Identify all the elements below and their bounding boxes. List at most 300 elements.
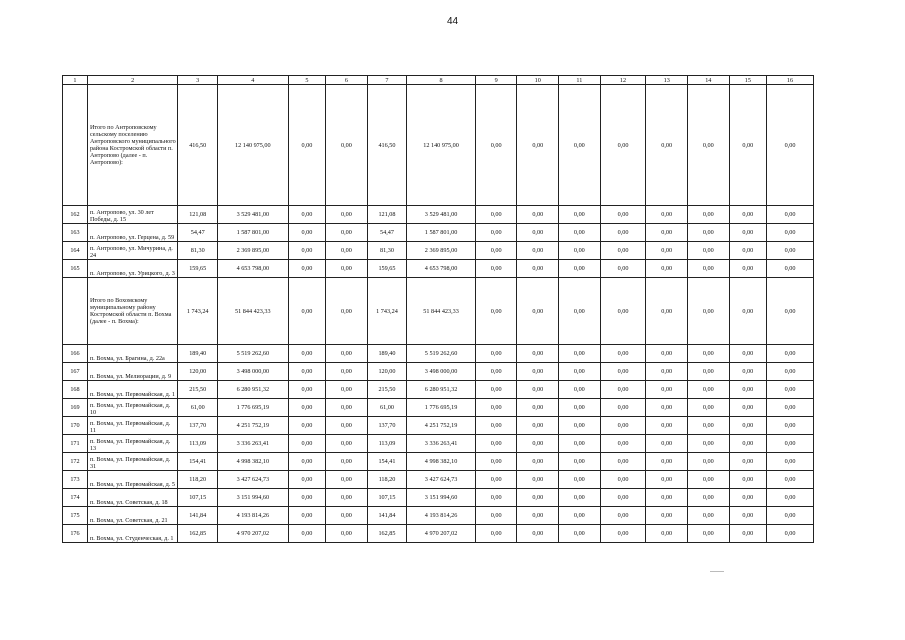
value-cell: 0,00 xyxy=(767,85,814,206)
value-cell: 4 998 382,10 xyxy=(407,453,476,471)
table-row xyxy=(63,507,814,525)
value-cell: 0,00 xyxy=(729,399,766,417)
value-cell: 0,00 xyxy=(288,206,325,224)
value-cell: 0,00 xyxy=(767,206,814,224)
address-cell: п. Антропово, ул. Герцена, д. 59 xyxy=(87,224,177,242)
column-number: 10 xyxy=(517,76,559,85)
value-cell: 0,00 xyxy=(729,489,766,507)
value-cell: 3 336 263,41 xyxy=(407,435,476,453)
address-cell: п. Антропово, ул. 30 лет Победы, д. 15 xyxy=(87,206,177,224)
value-cell: 0,00 xyxy=(326,242,368,260)
table-row xyxy=(63,417,814,435)
value-cell: 0,00 xyxy=(559,85,601,206)
value-cell: 3 529 481,00 xyxy=(407,206,476,224)
value-cell: 0,00 xyxy=(326,435,368,453)
address-cell: п. Антропово, ул. Урицкого, д. 3 xyxy=(87,260,177,278)
value-cell: 0,00 xyxy=(475,471,517,489)
value-cell: 0,00 xyxy=(475,381,517,399)
value-cell: 0,00 xyxy=(475,242,517,260)
register-table xyxy=(62,75,814,543)
value-cell: 0,00 xyxy=(646,206,688,224)
value-cell: 4 653 798,00 xyxy=(217,260,288,278)
value-cell: 0,00 xyxy=(517,525,559,543)
address-cell: п. Вохма, ул. Брагина, д. 22а xyxy=(87,345,177,363)
value-cell: 0,00 xyxy=(517,242,559,260)
value-cell: 0,00 xyxy=(729,381,766,399)
value-cell: 0,00 xyxy=(288,363,325,381)
value-cell: 0,00 xyxy=(326,85,368,206)
value-cell: 0,00 xyxy=(559,224,601,242)
row-number-cell: 162 xyxy=(63,206,88,224)
value-cell: 0,00 xyxy=(646,399,688,417)
table-row xyxy=(63,525,814,543)
table-row xyxy=(63,453,814,471)
value-cell: 0,00 xyxy=(646,507,688,525)
column-number: 1 xyxy=(63,76,88,85)
value-cell: 0,00 xyxy=(729,260,766,278)
value-cell: 0,00 xyxy=(646,453,688,471)
row-number-cell: 173 xyxy=(63,471,88,489)
table-row xyxy=(63,345,814,363)
value-cell: 0,00 xyxy=(559,363,601,381)
value-cell: 0,00 xyxy=(688,278,730,345)
value-cell: 0,00 xyxy=(688,363,730,381)
value-cell: 0,00 xyxy=(646,278,688,345)
value-cell: 0,00 xyxy=(688,507,730,525)
value-cell: 0,00 xyxy=(559,435,601,453)
value-cell: 0,00 xyxy=(517,345,559,363)
value-cell: 0,00 xyxy=(288,85,325,206)
column-number: 5 xyxy=(288,76,325,85)
value-cell: 0,00 xyxy=(288,471,325,489)
value-cell: 0,00 xyxy=(288,278,325,345)
value-cell: 0,00 xyxy=(326,206,368,224)
address-cell: п. Вохма, ул. Первомайская, д. 1 xyxy=(87,381,177,399)
value-cell: 137,70 xyxy=(367,417,407,435)
value-cell: 159,65 xyxy=(178,260,218,278)
value-cell: 0,00 xyxy=(600,381,646,399)
value-cell: 51 844 423,33 xyxy=(217,278,288,345)
value-cell: 0,00 xyxy=(559,381,601,399)
value-cell: 0,00 xyxy=(600,242,646,260)
value-cell: 0,00 xyxy=(517,417,559,435)
value-cell: 0,00 xyxy=(475,363,517,381)
value-cell: 416,50 xyxy=(178,85,218,206)
value-cell: 0,00 xyxy=(729,363,766,381)
summary-row xyxy=(63,278,814,345)
value-cell: 0,00 xyxy=(767,507,814,525)
value-cell: 0,00 xyxy=(559,278,601,345)
value-cell: 141,84 xyxy=(178,507,218,525)
value-cell: 0,00 xyxy=(767,278,814,345)
value-cell: 162,85 xyxy=(178,525,218,543)
table-row xyxy=(63,363,814,381)
column-number: 12 xyxy=(600,76,646,85)
column-number: 8 xyxy=(407,76,476,85)
row-number-cell: 168 xyxy=(63,381,88,399)
value-cell: 0,00 xyxy=(559,242,601,260)
value-cell: 0,00 xyxy=(767,489,814,507)
value-cell: 0,00 xyxy=(646,85,688,206)
value-cell: 54,47 xyxy=(178,224,218,242)
row-number-cell: 163 xyxy=(63,224,88,242)
row-number-cell: 164 xyxy=(63,242,88,260)
value-cell: 5 519 262,60 xyxy=(407,345,476,363)
value-cell: 141,84 xyxy=(367,507,407,525)
value-cell: 137,70 xyxy=(178,417,218,435)
value-cell: 4 193 814,26 xyxy=(407,507,476,525)
address-cell: п. Антропово, ул. Мичурина, д. 24 xyxy=(87,242,177,260)
column-number: 16 xyxy=(767,76,814,85)
value-cell: 0,00 xyxy=(729,345,766,363)
value-cell: 0,00 xyxy=(559,260,601,278)
address-cell: п. Вохма, ул. Первомайская, д. 11 xyxy=(87,417,177,435)
value-cell: 0,00 xyxy=(688,242,730,260)
column-number: 14 xyxy=(688,76,730,85)
value-cell: 215,50 xyxy=(367,381,407,399)
value-cell: 0,00 xyxy=(729,435,766,453)
value-cell: 0,00 xyxy=(288,224,325,242)
summary-name: Итого по Вохомскому муниципальному району Костромской области п. Вохма (далее - п. Вохма): xyxy=(87,278,177,345)
value-cell: 0,00 xyxy=(288,260,325,278)
value-cell: 118,20 xyxy=(178,471,218,489)
value-cell: 0,00 xyxy=(646,417,688,435)
value-cell: 0,00 xyxy=(767,435,814,453)
value-cell: 0,00 xyxy=(475,435,517,453)
value-cell: 0,00 xyxy=(600,435,646,453)
value-cell: 0,00 xyxy=(646,242,688,260)
address-cell: п. Вохма, ул. Первомайская, д. 13 xyxy=(87,435,177,453)
row-number-cell: 175 xyxy=(63,507,88,525)
value-cell: 107,15 xyxy=(178,489,218,507)
row-number-cell: 176 xyxy=(63,525,88,543)
value-cell: 189,40 xyxy=(178,345,218,363)
value-cell: 4 998 382,10 xyxy=(217,453,288,471)
row-number-cell: 165 xyxy=(63,260,88,278)
value-cell: 54,47 xyxy=(367,224,407,242)
value-cell: 0,00 xyxy=(646,525,688,543)
row-number-cell: 169 xyxy=(63,399,88,417)
column-number: 9 xyxy=(475,76,517,85)
scan-mark xyxy=(710,571,724,572)
table-row xyxy=(63,381,814,399)
value-cell: 107,15 xyxy=(367,489,407,507)
value-cell: 0,00 xyxy=(600,399,646,417)
value-cell: 0,00 xyxy=(288,525,325,543)
value-cell: 4 193 814,26 xyxy=(217,507,288,525)
value-cell: 0,00 xyxy=(688,206,730,224)
value-cell: 6 280 951,32 xyxy=(407,381,476,399)
value-cell: 0,00 xyxy=(688,417,730,435)
value-cell: 1 587 801,00 xyxy=(217,224,288,242)
value-cell: 0,00 xyxy=(326,417,368,435)
value-cell: 0,00 xyxy=(646,489,688,507)
value-cell: 4 653 798,00 xyxy=(407,260,476,278)
column-number: 11 xyxy=(559,76,601,85)
value-cell: 0,00 xyxy=(767,224,814,242)
column-number: 4 xyxy=(217,76,288,85)
value-cell: 0,00 xyxy=(729,85,766,206)
value-cell: 1 776 695,19 xyxy=(407,399,476,417)
value-cell: 0,00 xyxy=(517,399,559,417)
address-cell: п. Вохма, ул. Первомайская, д. 5 xyxy=(87,471,177,489)
value-cell: 0,00 xyxy=(646,381,688,399)
value-cell: 4 970 207,02 xyxy=(407,525,476,543)
value-cell: 4 970 207,02 xyxy=(217,525,288,543)
value-cell: 81,30 xyxy=(367,242,407,260)
value-cell: 0,00 xyxy=(767,363,814,381)
value-cell: 0,00 xyxy=(288,242,325,260)
value-cell: 6 280 951,32 xyxy=(217,381,288,399)
value-cell: 2 369 895,00 xyxy=(407,242,476,260)
value-cell: 0,00 xyxy=(326,489,368,507)
value-cell: 0,00 xyxy=(517,363,559,381)
value-cell: 0,00 xyxy=(559,345,601,363)
address-cell: п. Вохма, ул. Советская, д. 21 xyxy=(87,507,177,525)
value-cell: 215,50 xyxy=(178,381,218,399)
value-cell: 0,00 xyxy=(517,453,559,471)
row-number-cell: 174 xyxy=(63,489,88,507)
value-cell: 61,00 xyxy=(367,399,407,417)
value-cell: 0,00 xyxy=(646,260,688,278)
value-cell: 0,00 xyxy=(600,507,646,525)
value-cell: 0,00 xyxy=(600,417,646,435)
value-cell: 120,00 xyxy=(367,363,407,381)
value-cell: 3 529 481,00 xyxy=(217,206,288,224)
value-cell: 0,00 xyxy=(517,471,559,489)
column-number: 2 xyxy=(87,76,177,85)
value-cell: 0,00 xyxy=(517,85,559,206)
address-cell: п. Вохма, ул. Студенческая, д. 1 xyxy=(87,525,177,543)
value-cell: 0,00 xyxy=(475,453,517,471)
value-cell: 0,00 xyxy=(600,471,646,489)
value-cell: 416,50 xyxy=(367,85,407,206)
row-number-cell: 166 xyxy=(63,345,88,363)
value-cell: 0,00 xyxy=(559,489,601,507)
value-cell: 0,00 xyxy=(600,363,646,381)
value-cell: 0,00 xyxy=(600,525,646,543)
table-row xyxy=(63,242,814,260)
value-cell: 4 251 752,19 xyxy=(407,417,476,435)
value-cell: 121,08 xyxy=(367,206,407,224)
value-cell: 61,00 xyxy=(178,399,218,417)
value-cell: 0,00 xyxy=(475,417,517,435)
value-cell: 0,00 xyxy=(767,399,814,417)
value-cell: 0,00 xyxy=(600,224,646,242)
value-cell: 1 587 801,00 xyxy=(407,224,476,242)
value-cell: 159,65 xyxy=(367,260,407,278)
value-cell: 0,00 xyxy=(688,399,730,417)
value-cell: 0,00 xyxy=(767,260,814,278)
value-cell: 0,00 xyxy=(767,345,814,363)
value-cell: 1 743,24 xyxy=(367,278,407,345)
table-row xyxy=(63,224,814,242)
value-cell: 0,00 xyxy=(688,435,730,453)
value-cell: 0,00 xyxy=(559,525,601,543)
value-cell: 0,00 xyxy=(646,471,688,489)
value-cell: 0,00 xyxy=(729,206,766,224)
value-cell: 0,00 xyxy=(646,345,688,363)
value-cell: 0,00 xyxy=(688,260,730,278)
value-cell: 0,00 xyxy=(517,435,559,453)
value-cell: 0,00 xyxy=(288,345,325,363)
value-cell: 0,00 xyxy=(326,399,368,417)
address-cell: п. Вохма, ул. Советская, д. 18 xyxy=(87,489,177,507)
value-cell: 0,00 xyxy=(517,381,559,399)
value-cell: 3 151 994,60 xyxy=(217,489,288,507)
table-header-row xyxy=(63,76,814,85)
value-cell: 0,00 xyxy=(326,224,368,242)
table-row xyxy=(63,471,814,489)
value-cell: 5 519 262,60 xyxy=(217,345,288,363)
value-cell: 0,00 xyxy=(646,435,688,453)
value-cell: 113,09 xyxy=(178,435,218,453)
row-number-cell: 171 xyxy=(63,435,88,453)
column-number: 15 xyxy=(729,76,766,85)
value-cell: 0,00 xyxy=(688,381,730,399)
value-cell: 0,00 xyxy=(288,435,325,453)
value-cell: 1 776 695,19 xyxy=(217,399,288,417)
value-cell: 0,00 xyxy=(688,345,730,363)
value-cell: 0,00 xyxy=(326,471,368,489)
value-cell: 0,00 xyxy=(729,471,766,489)
value-cell: 0,00 xyxy=(767,471,814,489)
row-number-cell xyxy=(63,278,88,345)
value-cell: 0,00 xyxy=(729,242,766,260)
value-cell: 0,00 xyxy=(326,345,368,363)
value-cell: 0,00 xyxy=(688,489,730,507)
value-cell: 0,00 xyxy=(326,525,368,543)
value-cell: 0,00 xyxy=(475,278,517,345)
value-cell: 1 743,24 xyxy=(178,278,218,345)
value-cell: 0,00 xyxy=(767,453,814,471)
value-cell: 0,00 xyxy=(600,345,646,363)
row-number-cell: 167 xyxy=(63,363,88,381)
value-cell: 0,00 xyxy=(729,278,766,345)
value-cell: 0,00 xyxy=(646,224,688,242)
value-cell: 0,00 xyxy=(729,453,766,471)
value-cell: 0,00 xyxy=(517,489,559,507)
value-cell: 0,00 xyxy=(729,525,766,543)
value-cell: 0,00 xyxy=(475,85,517,206)
value-cell: 154,41 xyxy=(367,453,407,471)
column-number: 6 xyxy=(326,76,368,85)
value-cell: 0,00 xyxy=(517,206,559,224)
value-cell: 154,41 xyxy=(178,453,218,471)
value-cell: 0,00 xyxy=(600,85,646,206)
value-cell: 3 427 624,73 xyxy=(217,471,288,489)
value-cell: 0,00 xyxy=(559,471,601,489)
value-cell: 0,00 xyxy=(326,507,368,525)
value-cell: 3 498 000,00 xyxy=(217,363,288,381)
value-cell: 0,00 xyxy=(600,453,646,471)
value-cell: 3 151 994,60 xyxy=(407,489,476,507)
column-number: 7 xyxy=(367,76,407,85)
value-cell: 0,00 xyxy=(288,489,325,507)
value-cell: 0,00 xyxy=(688,525,730,543)
table-row xyxy=(63,399,814,417)
row-number-cell xyxy=(63,85,88,206)
value-cell: 3 336 263,41 xyxy=(217,435,288,453)
value-cell: 0,00 xyxy=(559,507,601,525)
value-cell: 0,00 xyxy=(475,525,517,543)
address-cell: п. Вохма, ул. Мелиорации, д. 9 xyxy=(87,363,177,381)
value-cell: 0,00 xyxy=(729,507,766,525)
value-cell: 4 251 752,19 xyxy=(217,417,288,435)
value-cell: 3 498 000,00 xyxy=(407,363,476,381)
value-cell: 0,00 xyxy=(517,224,559,242)
value-cell: 0,00 xyxy=(559,417,601,435)
value-cell: 189,40 xyxy=(367,345,407,363)
column-number: 3 xyxy=(178,76,218,85)
value-cell: 0,00 xyxy=(767,381,814,399)
address-cell: п. Вохма, ул. Первомайская, д. 10 xyxy=(87,399,177,417)
value-cell: 0,00 xyxy=(600,206,646,224)
value-cell: 0,00 xyxy=(288,399,325,417)
value-cell: 0,00 xyxy=(559,206,601,224)
value-cell: 0,00 xyxy=(517,278,559,345)
value-cell: 0,00 xyxy=(559,453,601,471)
value-cell: 0,00 xyxy=(767,525,814,543)
value-cell: 0,00 xyxy=(288,453,325,471)
value-cell: 121,08 xyxy=(178,206,218,224)
value-cell: 0,00 xyxy=(517,507,559,525)
summary-row xyxy=(63,85,814,206)
table-body xyxy=(63,76,814,543)
value-cell: 81,30 xyxy=(178,242,218,260)
value-cell: 0,00 xyxy=(475,399,517,417)
value-cell: 12 140 975,00 xyxy=(407,85,476,206)
value-cell: 0,00 xyxy=(517,260,559,278)
value-cell: 0,00 xyxy=(326,381,368,399)
value-cell: 0,00 xyxy=(559,399,601,417)
value-cell: 2 369 895,00 xyxy=(217,242,288,260)
value-cell: 0,00 xyxy=(475,489,517,507)
value-cell: 0,00 xyxy=(475,507,517,525)
table-row xyxy=(63,260,814,278)
value-cell: 118,20 xyxy=(367,471,407,489)
value-cell: 0,00 xyxy=(729,417,766,435)
table-row xyxy=(63,489,814,507)
value-cell: 0,00 xyxy=(326,453,368,471)
page-number: 44 xyxy=(446,16,459,27)
value-cell: 0,00 xyxy=(688,224,730,242)
value-cell: 0,00 xyxy=(326,363,368,381)
value-cell: 120,00 xyxy=(178,363,218,381)
summary-name: Итого по Антроповскому сельскому поселению Антроповского муниципального района Костромской области п. Антропово (далее - п. Антропово): xyxy=(87,85,177,206)
row-number-cell: 172 xyxy=(63,453,88,471)
table-row xyxy=(63,206,814,224)
value-cell: 12 140 975,00 xyxy=(217,85,288,206)
value-cell: 162,85 xyxy=(367,525,407,543)
value-cell: 0,00 xyxy=(688,85,730,206)
value-cell: 0,00 xyxy=(288,381,325,399)
value-cell: 0,00 xyxy=(767,242,814,260)
value-cell: 0,00 xyxy=(475,224,517,242)
value-cell: 0,00 xyxy=(475,345,517,363)
value-cell: 0,00 xyxy=(600,489,646,507)
value-cell: 0,00 xyxy=(729,224,766,242)
address-cell: п. Вохма, ул. Первомайская, д. 31 xyxy=(87,453,177,471)
value-cell: 0,00 xyxy=(475,206,517,224)
value-cell: 0,00 xyxy=(767,417,814,435)
value-cell: 3 427 624,73 xyxy=(407,471,476,489)
value-cell: 0,00 xyxy=(600,260,646,278)
value-cell: 0,00 xyxy=(688,453,730,471)
value-cell: 0,00 xyxy=(646,363,688,381)
value-cell: 0,00 xyxy=(288,417,325,435)
value-cell: 0,00 xyxy=(475,260,517,278)
